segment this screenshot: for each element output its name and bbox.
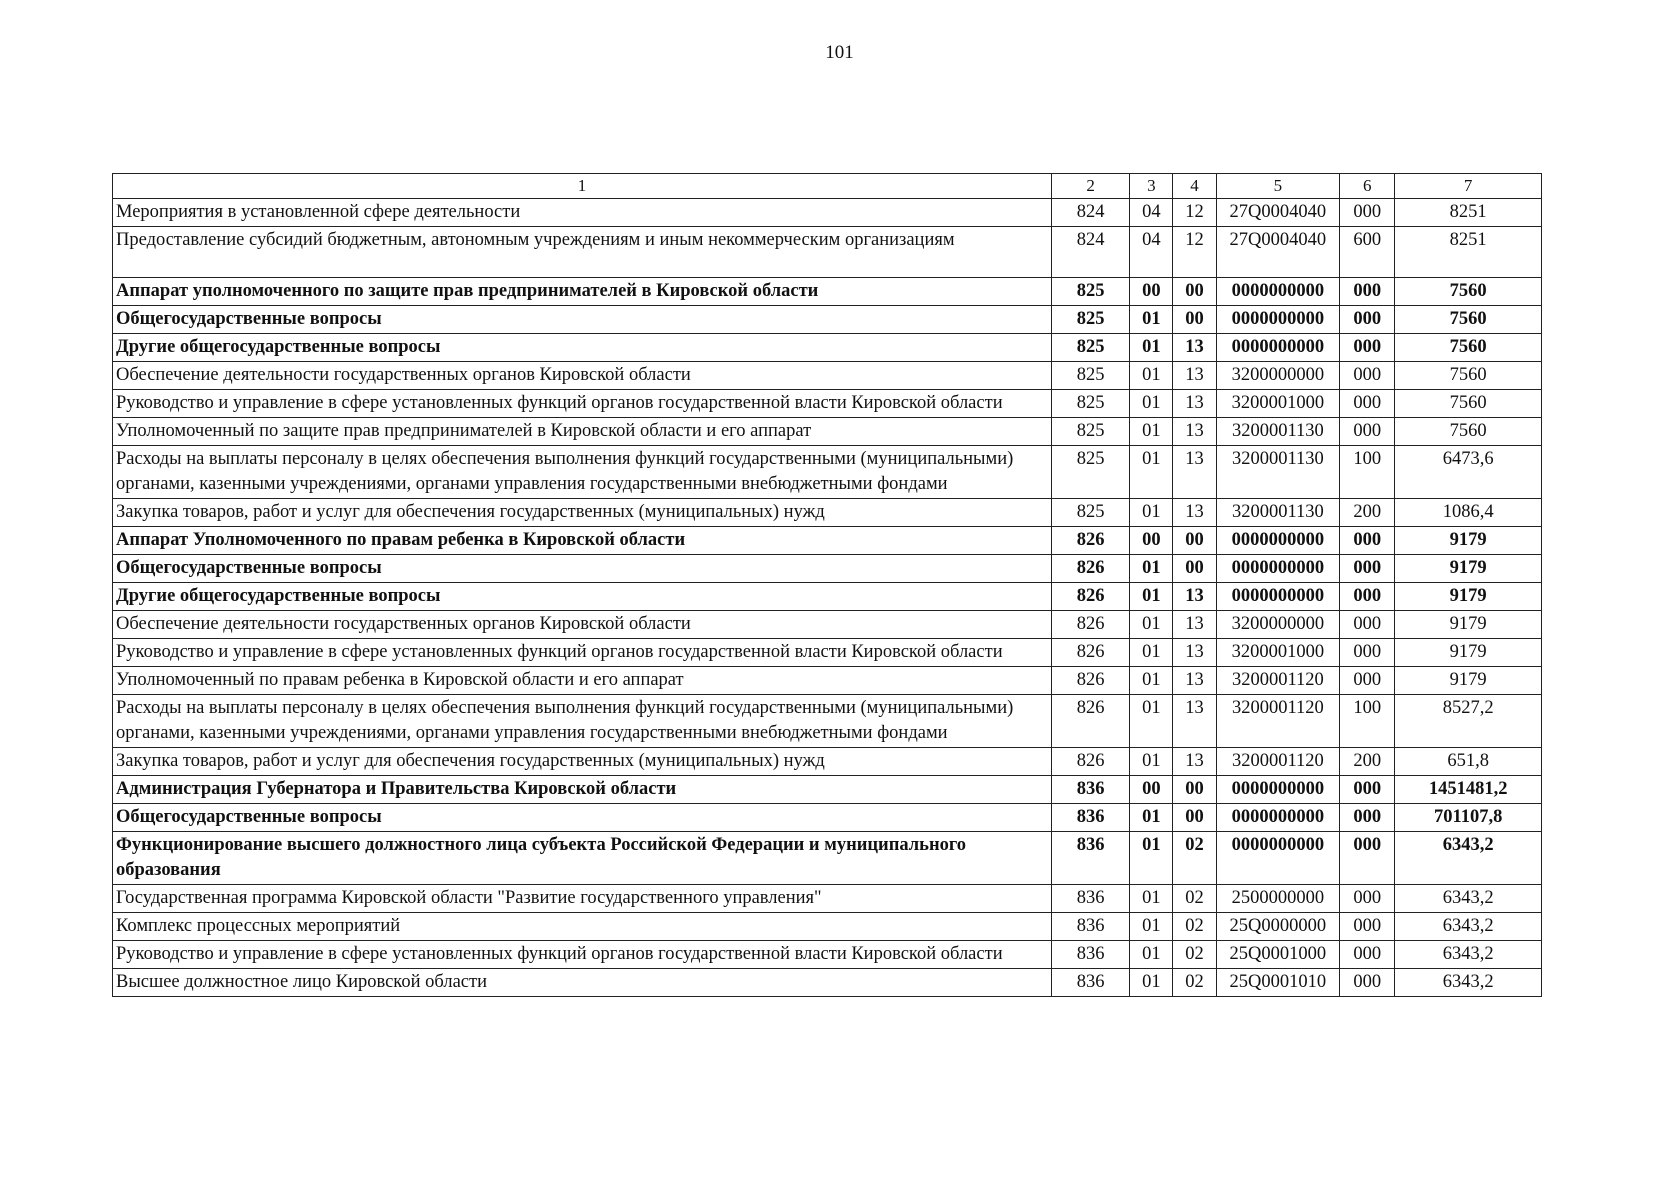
table-row xyxy=(113,913,1542,941)
cell-subsection: 13 xyxy=(1173,418,1216,446)
table-row xyxy=(113,390,1542,418)
cell-section: 01 xyxy=(1130,446,1173,499)
cell-subsection: 02 xyxy=(1173,832,1216,885)
cell-ministry: 826 xyxy=(1051,611,1129,639)
cell-subsection: 00 xyxy=(1173,804,1216,832)
cell-name: Общегосударственные вопросы xyxy=(113,804,1052,832)
cell-amount: 9179 xyxy=(1395,583,1542,611)
cell-target-article: 3200001120 xyxy=(1216,748,1340,776)
cell-ministry: 836 xyxy=(1051,832,1129,885)
cell-section: 01 xyxy=(1130,748,1173,776)
cell-section: 01 xyxy=(1130,583,1173,611)
cell-expense-type: 000 xyxy=(1340,639,1395,667)
header-cell-section: 3 xyxy=(1130,174,1173,199)
cell-section: 04 xyxy=(1130,227,1173,278)
cell-amount: 7560 xyxy=(1395,306,1542,334)
cell-section: 01 xyxy=(1130,390,1173,418)
cell-subsection: 02 xyxy=(1173,969,1216,997)
cell-expense-type: 000 xyxy=(1340,306,1395,334)
cell-ministry: 824 xyxy=(1051,199,1129,227)
table-row xyxy=(113,695,1542,748)
cell-ministry: 826 xyxy=(1051,667,1129,695)
table-row xyxy=(113,306,1542,334)
cell-expense-type: 000 xyxy=(1340,418,1395,446)
cell-ministry: 824 xyxy=(1051,227,1129,278)
cell-subsection: 13 xyxy=(1173,334,1216,362)
cell-name: Комплекс процессных мероприятий xyxy=(113,913,1052,941)
cell-section: 01 xyxy=(1130,306,1173,334)
cell-subsection: 13 xyxy=(1173,748,1216,776)
cell-ministry: 826 xyxy=(1051,555,1129,583)
header-cell-expense-type: 6 xyxy=(1340,174,1395,199)
cell-expense-type: 000 xyxy=(1340,199,1395,227)
cell-expense-type: 000 xyxy=(1340,362,1395,390)
cell-amount: 651,8 xyxy=(1395,748,1542,776)
cell-amount: 6343,2 xyxy=(1395,832,1542,885)
cell-expense-type: 000 xyxy=(1340,390,1395,418)
cell-expense-type: 000 xyxy=(1340,527,1395,555)
table-row xyxy=(113,639,1542,667)
cell-target-article: 25Q0001000 xyxy=(1216,941,1340,969)
cell-target-article: 27Q0004040 xyxy=(1216,199,1340,227)
table-row xyxy=(113,278,1542,306)
table-row xyxy=(113,446,1542,499)
cell-ministry: 825 xyxy=(1051,334,1129,362)
cell-expense-type: 000 xyxy=(1340,555,1395,583)
cell-target-article: 3200001000 xyxy=(1216,639,1340,667)
cell-target-article: 25Q0000000 xyxy=(1216,913,1340,941)
cell-amount: 9179 xyxy=(1395,555,1542,583)
cell-amount: 6343,2 xyxy=(1395,941,1542,969)
header-cell-amount: 7 xyxy=(1395,174,1542,199)
cell-ministry: 826 xyxy=(1051,695,1129,748)
cell-name: Руководство и управление в сфере установленных функций органов государственной власти Кировской области xyxy=(113,941,1052,969)
cell-target-article: 27Q0004040 xyxy=(1216,227,1340,278)
cell-subsection: 13 xyxy=(1173,390,1216,418)
cell-ministry: 836 xyxy=(1051,969,1129,997)
cell-ministry: 825 xyxy=(1051,306,1129,334)
cell-amount: 7560 xyxy=(1395,390,1542,418)
cell-amount: 7560 xyxy=(1395,418,1542,446)
cell-name: Функционирование высшего должностного лица субъекта Российской Федерации и муниципального образования xyxy=(113,832,1052,885)
cell-amount: 8527,2 xyxy=(1395,695,1542,748)
cell-section: 01 xyxy=(1130,334,1173,362)
cell-ministry: 826 xyxy=(1051,748,1129,776)
cell-ministry: 826 xyxy=(1051,583,1129,611)
cell-name: Аппарат уполномоченного по защите прав предпринимателей в Кировской области xyxy=(113,278,1052,306)
cell-name: Предоставление субсидий бюджетным, автономным учреждениям и иным некоммерческим организациям xyxy=(113,227,1052,278)
budget-table xyxy=(112,173,1542,997)
cell-subsection: 12 xyxy=(1173,227,1216,278)
cell-target-article: 0000000000 xyxy=(1216,306,1340,334)
cell-name: Общегосударственные вопросы xyxy=(113,555,1052,583)
cell-section: 00 xyxy=(1130,776,1173,804)
cell-name: Руководство и управление в сфере установленных функций органов государственной власти Кировской области xyxy=(113,390,1052,418)
header-cell-subsection: 4 xyxy=(1173,174,1216,199)
cell-expense-type: 000 xyxy=(1340,776,1395,804)
cell-section: 01 xyxy=(1130,611,1173,639)
cell-target-article: 0000000000 xyxy=(1216,832,1340,885)
table-row xyxy=(113,611,1542,639)
cell-subsection: 00 xyxy=(1173,776,1216,804)
cell-name: Уполномоченный по защите прав предпринимателей в Кировской области и его аппарат xyxy=(113,418,1052,446)
table-row xyxy=(113,555,1542,583)
table-row xyxy=(113,885,1542,913)
cell-subsection: 00 xyxy=(1173,306,1216,334)
cell-amount: 9179 xyxy=(1395,611,1542,639)
cell-amount: 8251 xyxy=(1395,227,1542,278)
cell-amount: 9179 xyxy=(1395,667,1542,695)
cell-expense-type: 000 xyxy=(1340,583,1395,611)
cell-amount: 7560 xyxy=(1395,278,1542,306)
cell-expense-type: 000 xyxy=(1340,611,1395,639)
cell-subsection: 00 xyxy=(1173,555,1216,583)
table-body xyxy=(113,199,1542,997)
cell-target-article: 2500000000 xyxy=(1216,885,1340,913)
cell-section: 01 xyxy=(1130,362,1173,390)
table-row xyxy=(113,199,1542,227)
cell-expense-type: 000 xyxy=(1340,278,1395,306)
cell-target-article: 3200001120 xyxy=(1216,667,1340,695)
cell-ministry: 825 xyxy=(1051,362,1129,390)
cell-expense-type: 000 xyxy=(1340,804,1395,832)
table-row xyxy=(113,362,1542,390)
cell-amount: 6343,2 xyxy=(1395,913,1542,941)
table-row xyxy=(113,499,1542,527)
cell-name: Государственная программа Кировской области "Развитие государственного управления" xyxy=(113,885,1052,913)
cell-name: Общегосударственные вопросы xyxy=(113,306,1052,334)
cell-amount: 7560 xyxy=(1395,362,1542,390)
cell-amount: 6343,2 xyxy=(1395,885,1542,913)
cell-target-article: 0000000000 xyxy=(1216,583,1340,611)
cell-amount: 9179 xyxy=(1395,527,1542,555)
table-row xyxy=(113,227,1542,278)
cell-subsection: 12 xyxy=(1173,199,1216,227)
cell-name: Руководство и управление в сфере установленных функций органов государственной власти Кировской области xyxy=(113,639,1052,667)
cell-section: 01 xyxy=(1130,969,1173,997)
cell-ministry: 826 xyxy=(1051,527,1129,555)
cell-section: 01 xyxy=(1130,885,1173,913)
cell-section: 00 xyxy=(1130,527,1173,555)
cell-ministry: 825 xyxy=(1051,446,1129,499)
cell-target-article: 3200001130 xyxy=(1216,446,1340,499)
cell-target-article: 3200000000 xyxy=(1216,362,1340,390)
cell-name: Закупка товаров, работ и услуг для обеспечения государственных (муниципальных) нужд xyxy=(113,748,1052,776)
cell-name: Аппарат Уполномоченного по правам ребенка в Кировской области xyxy=(113,527,1052,555)
cell-target-article: 0000000000 xyxy=(1216,776,1340,804)
table-row xyxy=(113,804,1542,832)
table-row xyxy=(113,941,1542,969)
cell-target-article: 3200001000 xyxy=(1216,390,1340,418)
cell-name: Расходы на выплаты персоналу в целях обеспечения выполнения функций государственными (муниципальными) органами, казенными учреждениями, органами управления государственными внебюджетными фондами xyxy=(113,446,1052,499)
cell-section: 01 xyxy=(1130,555,1173,583)
cell-subsection: 13 xyxy=(1173,695,1216,748)
cell-subsection: 00 xyxy=(1173,527,1216,555)
cell-expense-type: 000 xyxy=(1340,832,1395,885)
cell-name: Высшее должностное лицо Кировской области xyxy=(113,969,1052,997)
cell-ministry: 825 xyxy=(1051,499,1129,527)
page-number: 101 xyxy=(825,42,854,63)
cell-ministry: 825 xyxy=(1051,390,1129,418)
cell-ministry: 836 xyxy=(1051,885,1129,913)
cell-name: Администрация Губернатора и Правительства Кировской области xyxy=(113,776,1052,804)
cell-expense-type: 000 xyxy=(1340,913,1395,941)
cell-target-article: 0000000000 xyxy=(1216,804,1340,832)
cell-amount: 6473,6 xyxy=(1395,446,1542,499)
cell-name: Другие общегосударственные вопросы xyxy=(113,334,1052,362)
table-row xyxy=(113,334,1542,362)
cell-subsection: 02 xyxy=(1173,941,1216,969)
cell-expense-type: 000 xyxy=(1340,941,1395,969)
cell-amount: 1086,4 xyxy=(1395,499,1542,527)
cell-subsection: 13 xyxy=(1173,611,1216,639)
cell-section: 00 xyxy=(1130,278,1173,306)
cell-expense-type: 200 xyxy=(1340,748,1395,776)
cell-target-article: 0000000000 xyxy=(1216,278,1340,306)
cell-expense-type: 000 xyxy=(1340,969,1395,997)
cell-name: Закупка товаров, работ и услуг для обеспечения государственных (муниципальных) нужд xyxy=(113,499,1052,527)
cell-ministry: 825 xyxy=(1051,418,1129,446)
cell-ministry: 826 xyxy=(1051,639,1129,667)
cell-section: 01 xyxy=(1130,667,1173,695)
cell-expense-type: 100 xyxy=(1340,695,1395,748)
header-cell-ministry: 2 xyxy=(1051,174,1129,199)
cell-section: 01 xyxy=(1130,913,1173,941)
cell-target-article: 3200000000 xyxy=(1216,611,1340,639)
cell-name: Другие общегосударственные вопросы xyxy=(113,583,1052,611)
cell-section: 04 xyxy=(1130,199,1173,227)
cell-target-article: 0000000000 xyxy=(1216,334,1340,362)
cell-subsection: 02 xyxy=(1173,913,1216,941)
table-row xyxy=(113,418,1542,446)
cell-expense-type: 200 xyxy=(1340,499,1395,527)
cell-subsection: 13 xyxy=(1173,499,1216,527)
cell-expense-type: 000 xyxy=(1340,334,1395,362)
cell-amount: 7560 xyxy=(1395,334,1542,362)
cell-subsection: 13 xyxy=(1173,583,1216,611)
cell-section: 01 xyxy=(1130,832,1173,885)
cell-subsection: 13 xyxy=(1173,639,1216,667)
cell-ministry: 825 xyxy=(1051,278,1129,306)
cell-amount: 9179 xyxy=(1395,639,1542,667)
cell-amount: 6343,2 xyxy=(1395,969,1542,997)
header-cell-name: 1 xyxy=(113,174,1052,199)
cell-target-article: 3200001130 xyxy=(1216,499,1340,527)
cell-target-article: 25Q0001010 xyxy=(1216,969,1340,997)
cell-section: 01 xyxy=(1130,639,1173,667)
table-row xyxy=(113,832,1542,885)
cell-amount: 701107,8 xyxy=(1395,804,1542,832)
cell-ministry: 836 xyxy=(1051,776,1129,804)
cell-section: 01 xyxy=(1130,804,1173,832)
table-row xyxy=(113,776,1542,804)
cell-name: Обеспечение деятельности государственных органов Кировской области xyxy=(113,611,1052,639)
cell-expense-type: 600 xyxy=(1340,227,1395,278)
cell-section: 01 xyxy=(1130,499,1173,527)
cell-ministry: 836 xyxy=(1051,913,1129,941)
cell-ministry: 836 xyxy=(1051,804,1129,832)
cell-target-article: 0000000000 xyxy=(1216,555,1340,583)
cell-ministry: 836 xyxy=(1051,941,1129,969)
table-row xyxy=(113,667,1542,695)
table-row xyxy=(113,748,1542,776)
cell-name: Обеспечение деятельности государственных органов Кировской области xyxy=(113,362,1052,390)
cell-expense-type: 000 xyxy=(1340,885,1395,913)
cell-target-article: 3200001130 xyxy=(1216,418,1340,446)
cell-subsection: 00 xyxy=(1173,278,1216,306)
cell-subsection: 13 xyxy=(1173,446,1216,499)
cell-target-article: 3200001120 xyxy=(1216,695,1340,748)
cell-expense-type: 100 xyxy=(1340,446,1395,499)
header-cell-target-article: 5 xyxy=(1216,174,1340,199)
cell-section: 01 xyxy=(1130,695,1173,748)
cell-amount: 8251 xyxy=(1395,199,1542,227)
cell-name: Мероприятия в установленной сфере деятельности xyxy=(113,199,1052,227)
table-header-row xyxy=(113,174,1542,199)
cell-section: 01 xyxy=(1130,418,1173,446)
table-row xyxy=(113,969,1542,997)
cell-expense-type: 000 xyxy=(1340,667,1395,695)
cell-amount: 1451481,2 xyxy=(1395,776,1542,804)
cell-name: Уполномоченный по правам ребенка в Кировской области и его аппарат xyxy=(113,667,1052,695)
cell-subsection: 02 xyxy=(1173,885,1216,913)
cell-subsection: 13 xyxy=(1173,667,1216,695)
cell-target-article: 0000000000 xyxy=(1216,527,1340,555)
cell-subsection: 13 xyxy=(1173,362,1216,390)
cell-section: 01 xyxy=(1130,941,1173,969)
table-row xyxy=(113,583,1542,611)
cell-name: Расходы на выплаты персоналу в целях обеспечения выполнения функций государственными (муниципальными) органами, казенными учреждениями, органами управления государственными внебюджетными фондами xyxy=(113,695,1052,748)
table-row xyxy=(113,527,1542,555)
